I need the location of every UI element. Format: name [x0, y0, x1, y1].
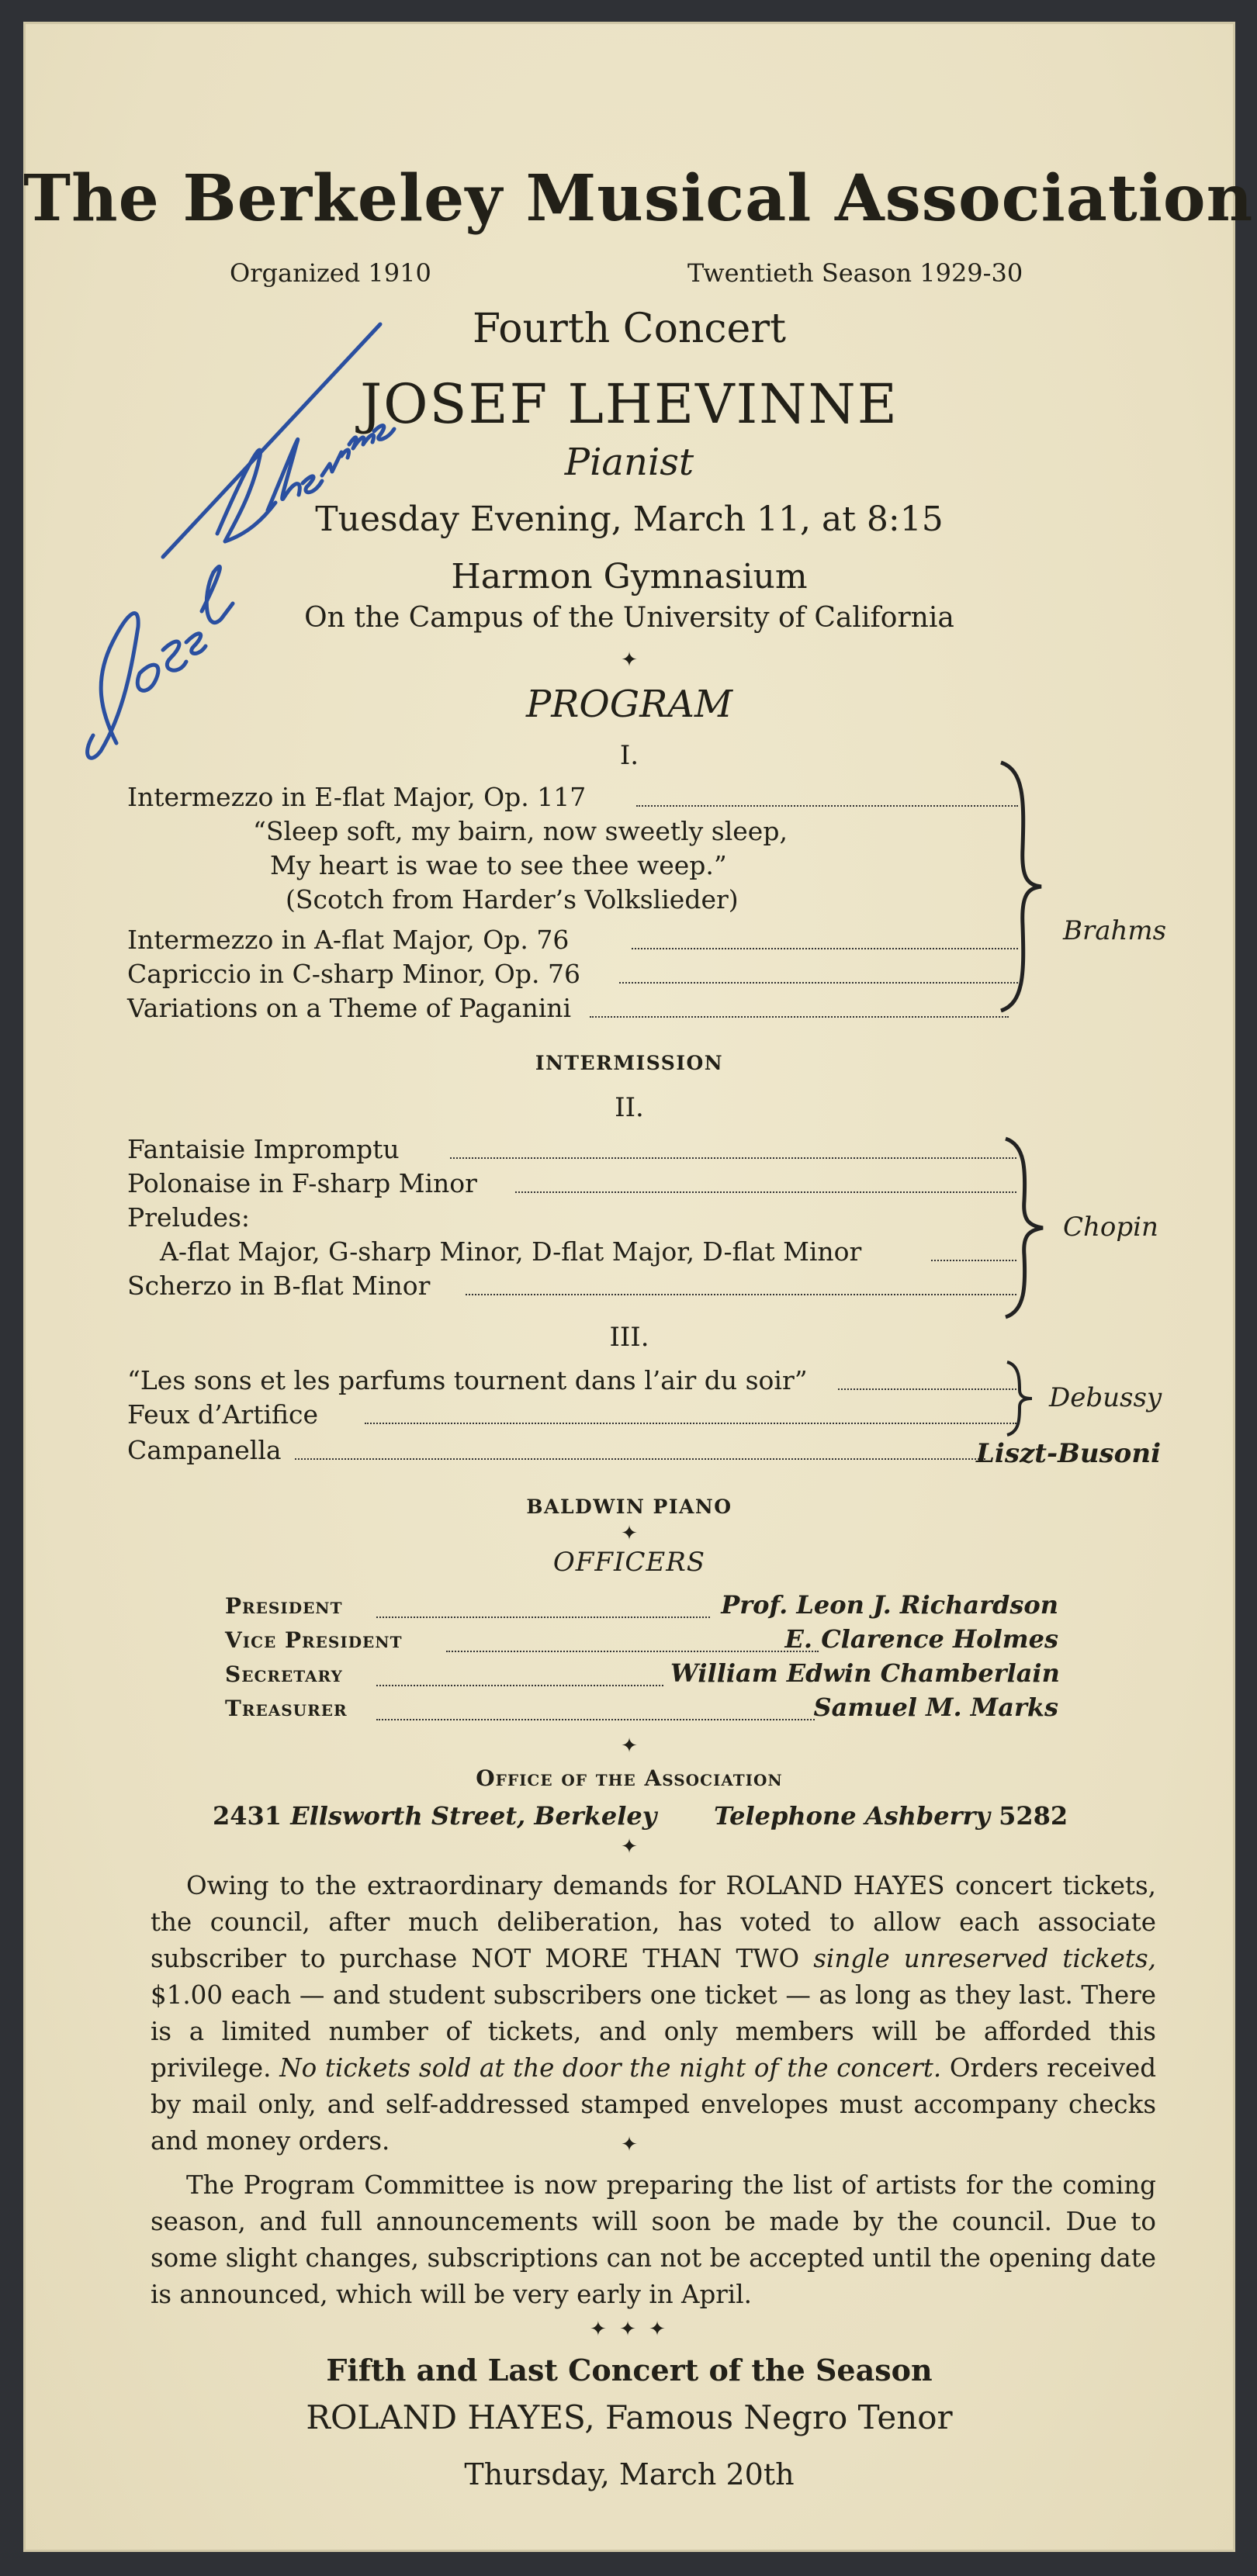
telephone-number: 5282	[999, 1801, 1068, 1831]
dotted-leader	[590, 1016, 1009, 1018]
ornament-star: ✦	[621, 1522, 638, 1545]
dotted-leader	[376, 1616, 710, 1618]
next-concert-date: Thursday, March 20th	[464, 2457, 795, 2491]
dotted-leader	[619, 982, 1018, 984]
ornament-star: ✦	[621, 2133, 638, 2156]
notice-text: $1.00 each — and student subscribers one ticket — as long as they last. There is a limited number of tickets, and only members will be afforded this privilege.	[151, 1980, 1156, 2083]
dotted-leader	[632, 948, 1018, 949]
officer-name: William Edwin Chamberlain	[670, 1658, 1060, 1688]
dotted-leader	[376, 1685, 663, 1686]
program-item: Campanella	[127, 1435, 282, 1465]
ornament-stars: ✦ ✦ ✦	[590, 2318, 669, 2341]
officers-heading: OFFICERS	[552, 1547, 706, 1578]
composer-brahms: Brahms	[1063, 915, 1167, 946]
office-heading: Office of the Association	[476, 1765, 783, 1791]
notice-text: Owing to the extraordinary demands for ROLAND HAYES concert tickets, the council, after much deliberation, has voted to allow each associate subscriber to purchase NOT MORE THAN TWO	[151, 1871, 1156, 1973]
program-sheet	[23, 22, 1254, 2552]
brace	[993, 755, 1055, 1018]
season-label: Twentieth Season 1929-30	[687, 258, 1023, 288]
officer-name: Prof. Leon J. Richardson	[721, 1590, 1058, 1620]
program-item-quote: My heart is wae to see thee weep.”	[270, 850, 727, 880]
program-heading: PROGRAM	[525, 683, 733, 726]
program-item: Scherzo in B-flat Minor	[127, 1271, 431, 1301]
intermission-label: INTERMISSION	[535, 1052, 724, 1074]
composer-debussy: Debussy	[1049, 1382, 1162, 1413]
program-item: Variations on a Theme of Paganini	[127, 993, 572, 1023]
dotted-leader	[838, 1388, 1016, 1390]
ornament-star: ✦	[621, 1734, 638, 1758]
artist-name: JOSEF LHEVINNE	[360, 372, 899, 436]
brace	[998, 1131, 1060, 1325]
dotted-leader	[365, 1423, 1016, 1424]
piano-sponsor: BALDWIN PIANO	[526, 1495, 732, 1518]
concert-number: Fourth Concert	[472, 306, 787, 352]
program-item: Polonaise in F-sharp Minor	[127, 1168, 477, 1198]
artist-role: Pianist	[564, 441, 694, 484]
address-street: Ellsworth Street, Berkeley	[290, 1801, 657, 1831]
association-title: The Berkeley Musical Association	[23, 161, 1254, 236]
office-telephone	[714, 1801, 1068, 1831]
ticket-notice	[151, 1868, 1156, 2159]
organized-year: Organized 1910	[230, 258, 431, 288]
officer-title: Vice President	[225, 1627, 403, 1653]
dotted-leader	[466, 1294, 1016, 1295]
venue-campus: On the Campus of the University of California	[304, 602, 954, 634]
composer-liszt-busoni: Liszt-Busoni	[976, 1438, 1161, 1469]
program-item: A-flat Major, G-sharp Minor, D-flat Major, D-flat Minor	[160, 1236, 862, 1267]
ornament-star: ✦	[621, 648, 638, 672]
notice-text-italic: single unreserved tickets,	[813, 1944, 1156, 1973]
officer-name: E. Clarence Holmes	[784, 1624, 1058, 1654]
officer-title: Treasurer	[225, 1696, 348, 1721]
dotted-leader	[295, 1458, 985, 1460]
notice-text: Orders received by mail only, and self-addressed stamped envelopes must accompany checks and money orders.	[151, 2053, 1157, 2156]
telephone-label: Telephone Ashberry	[714, 1801, 990, 1831]
officer-title: Secretary	[225, 1661, 343, 1687]
dotted-leader	[450, 1157, 1016, 1159]
dotted-leader	[636, 805, 1018, 807]
ornament-star: ✦	[621, 1835, 638, 1859]
program-item: Capriccio in C-sharp Minor, Op. 76	[127, 959, 580, 989]
brace	[1002, 1357, 1049, 1440]
dotted-leader	[515, 1191, 1016, 1193]
program-item-quote: “Sleep soft, my bairn, now sweetly sleep,	[253, 816, 788, 846]
program-item: Intermezzo in A-flat Major, Op. 76	[127, 925, 570, 955]
section-number-2: II.	[615, 1092, 644, 1123]
program-item: “Les sons et les parfums tournent dans l’air du soir”	[127, 1365, 808, 1395]
handwritten-signature	[70, 278, 427, 805]
next-concert-artist: ROLAND HAYES, Famous Negro Tenor	[306, 2398, 953, 2436]
composer-chopin: Chopin	[1063, 1212, 1158, 1243]
program-item-note: (Scotch from Harder’s Volkslieder)	[286, 884, 739, 915]
program-item: Feux d’Artifice	[127, 1399, 319, 1430]
program-item: Fantaisie Impromptu	[127, 1134, 400, 1164]
program-item: Preludes:	[127, 1202, 251, 1233]
venue-name: Harmon Gymnasium	[451, 557, 808, 596]
address-number: 2431	[213, 1801, 282, 1831]
notice-text-italic: No tickets sold at the door the night of the concert.	[279, 2053, 942, 2083]
office-address	[213, 1801, 656, 1831]
section-number-3: III.	[609, 1322, 649, 1353]
concert-date-time: Tuesday Evening, March 11, at 8:15	[315, 500, 944, 539]
officer-name: Samuel M. Marks	[813, 1693, 1058, 1722]
program-committee-notice: The Program Committee is now preparing the list of artists for the coming season, and full announcements will soon be made by the council. Due to some slight changes, subscriptions can not be accepted until the opening date is announced, which will be very early in April.	[151, 2170, 1156, 2309]
next-concert-heading: Fifth and Last Concert of the Season	[326, 2353, 933, 2388]
program-item: Intermezzo in E-flat Major, Op. 117	[127, 782, 587, 812]
officer-title: President	[225, 1593, 343, 1619]
section-number-1: I.	[619, 740, 639, 771]
